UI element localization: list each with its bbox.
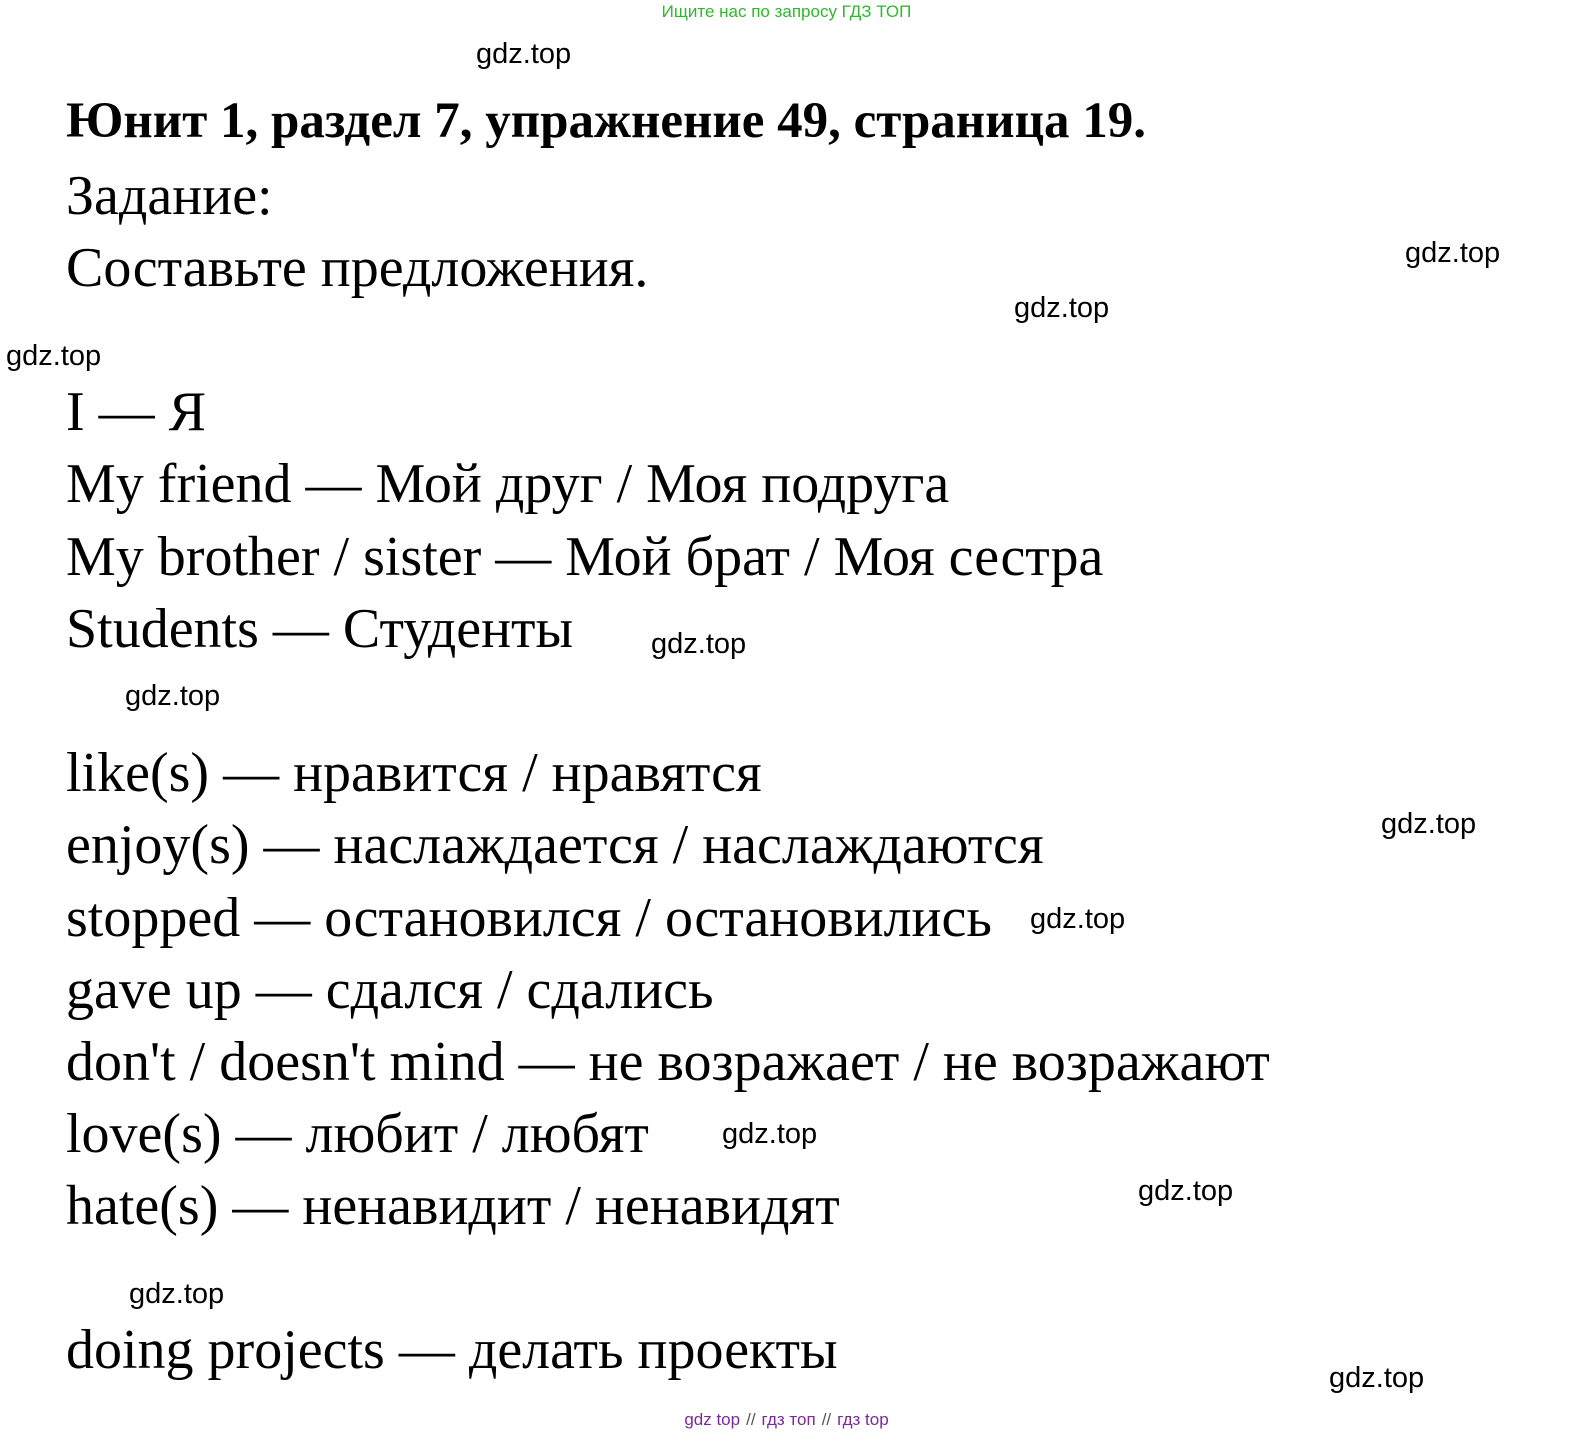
watermark: gdz.top xyxy=(722,1118,818,1150)
watermark: gdz.top xyxy=(1014,292,1110,324)
activity-line: doing projects — делать проекты xyxy=(66,1319,838,1381)
footer-link-gdz-top-ru[interactable]: гдз топ xyxy=(761,1410,816,1429)
watermark: gdz.top xyxy=(1329,1362,1425,1394)
footer-separator: // xyxy=(821,1410,832,1429)
watermark: gdz.top xyxy=(6,340,102,372)
page-title: Юнит 1, раздел 7, упражнение 49, страница 19. xyxy=(66,93,1146,149)
verb-line: love(s) — любит / любят xyxy=(66,1103,649,1165)
subject-line: My friend — Мой друг / Моя подруга xyxy=(66,453,950,515)
watermark: gdz.top xyxy=(1405,237,1501,269)
top-banner[interactable]: Ищите нас по запросу ГДЗ ТОП xyxy=(661,2,912,21)
watermark: gdz.top xyxy=(125,680,221,712)
verb-line: don't / doesn't mind — не возражает / не возражают xyxy=(66,1031,1270,1093)
footer-separator: // xyxy=(746,1410,756,1429)
footer-link-gdz-top-mixed[interactable]: гдз top xyxy=(837,1410,889,1429)
watermark: gdz.top xyxy=(129,1278,225,1310)
verb-line: like(s) — нравится / нравятся xyxy=(66,742,762,804)
watermark: gdz.top xyxy=(476,38,572,70)
subject-line: Students — Студенты xyxy=(66,598,574,660)
verb-line: stopped — остановился / остановились xyxy=(66,887,992,949)
verb-line: hate(s) — ненавидит / ненавидят xyxy=(66,1175,840,1237)
footer-links xyxy=(0,1410,1573,1430)
verb-line: enjoy(s) — наслаждается / наслаждаются xyxy=(66,814,1044,876)
subject-line: I — Я xyxy=(66,381,206,443)
task-text: Составьте предложения. xyxy=(66,237,649,299)
watermark: gdz.top xyxy=(1138,1175,1234,1207)
subject-line: My brother / sister — Мой брат / Моя сестра xyxy=(66,526,1104,588)
watermark: gdz.top xyxy=(1030,903,1126,935)
footer-link-gdz-top[interactable]: gdz top xyxy=(684,1410,741,1429)
watermark: gdz.top xyxy=(1381,808,1477,840)
task-label: Задание: xyxy=(66,165,273,227)
verb-line: gave up — сдался / сдались xyxy=(66,959,714,1021)
watermark: gdz.top xyxy=(651,628,747,660)
